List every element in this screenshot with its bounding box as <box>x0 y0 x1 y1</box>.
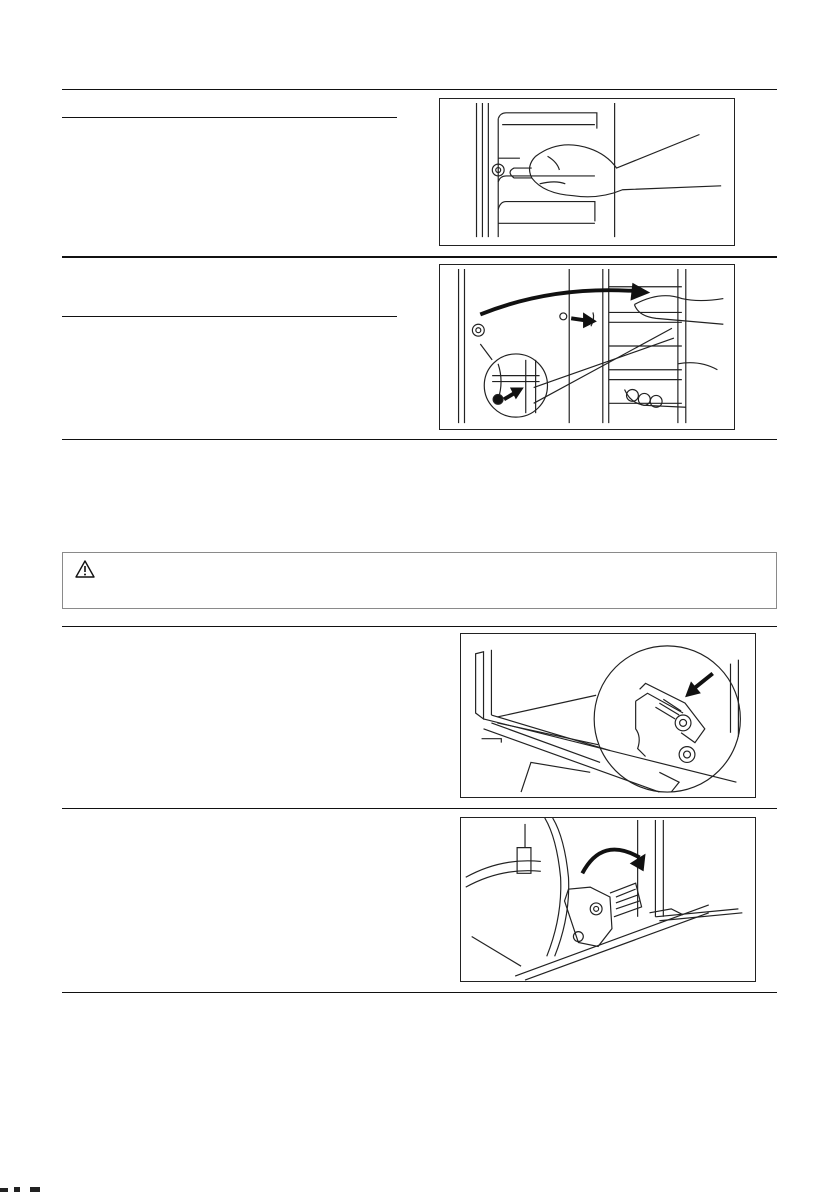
warning-box <box>62 552 777 609</box>
section-rule <box>62 626 777 627</box>
step-underline <box>62 316 397 317</box>
shelf-support-removal-illustration <box>439 98 735 246</box>
section-rule <box>62 808 777 809</box>
section-rule-bottom <box>62 992 777 993</box>
page-edge-mark-icon <box>0 1186 60 1192</box>
warning-triangle-icon <box>75 560 95 578</box>
step-underline <box>62 117 397 118</box>
door-hinge-rotation-illustration <box>460 817 756 982</box>
section-rule <box>62 256 777 258</box>
section-rule-top <box>62 89 777 90</box>
section-rule <box>62 439 777 440</box>
door-hinge-lever-illustration <box>460 633 756 798</box>
shelf-support-rotation-illustration <box>439 264 735 430</box>
